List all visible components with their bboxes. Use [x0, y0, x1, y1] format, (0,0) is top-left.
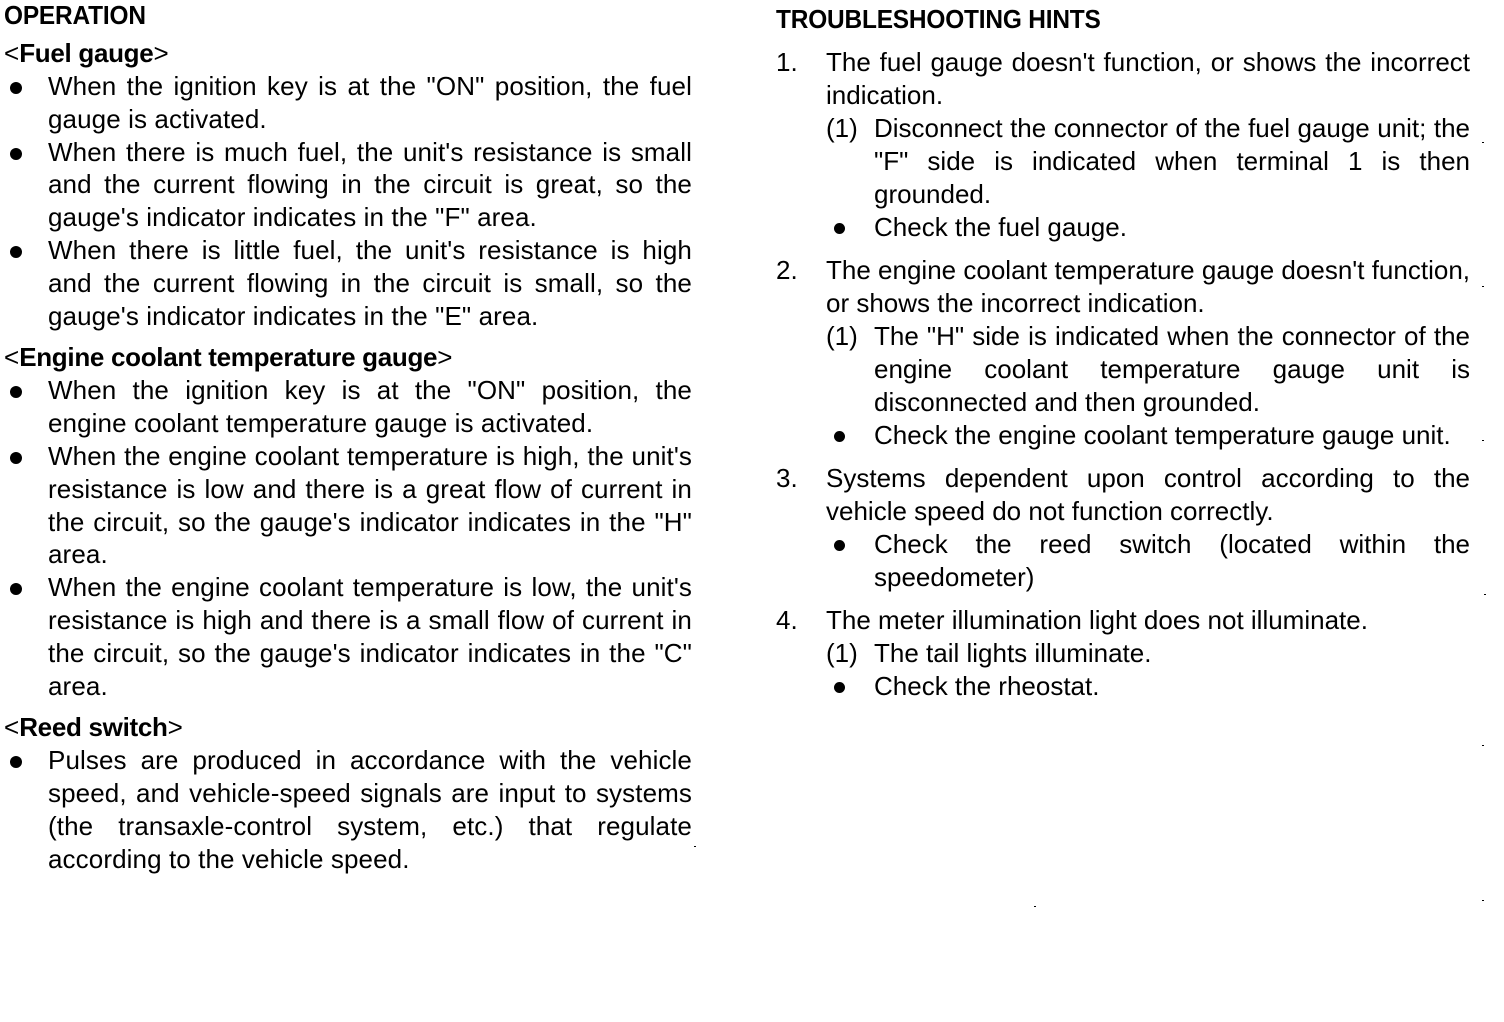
hint-4: [776, 604, 1470, 703]
scan-mark: [1482, 900, 1484, 901]
scan-mark: [1482, 142, 1484, 143]
step-number: (1): [826, 113, 858, 143]
scan-mark: [1482, 745, 1484, 746]
troubleshooting-column: [776, 4, 1470, 703]
step-number: (1): [826, 638, 858, 668]
bullet-dot-icon: [834, 431, 845, 442]
fuel-gauge-title: Fuel gauge: [19, 38, 154, 68]
check-text: Check the fuel gauge.: [874, 212, 1127, 242]
coolant-gauge-subheading: <Engine coolant temperature gauge>: [4, 342, 453, 373]
operation-heading: OPERATION: [4, 0, 146, 30]
scan-mark: [1482, 286, 1484, 287]
operation-column: [4, 0, 692, 876]
hint-step: [826, 637, 1470, 670]
fuel-gauge-bullet-2: When there is much fuel, the unit's resistance is small and the current flowing in the circuit is great, so the gauge's indicator indicates in the "F" area.: [4, 136, 692, 234]
bullet-dot-icon: [10, 583, 22, 595]
hint-text: The meter illumination light does not illuminate.: [826, 605, 1368, 635]
hint-2: [776, 254, 1470, 452]
hint-number: 1.: [776, 47, 798, 77]
hint-number: 2.: [776, 255, 798, 285]
bullet-dot-icon: [834, 223, 845, 234]
fuel-gauge-bullet-1: When the ignition key is at the "ON" position, the fuel gauge is activated.: [4, 70, 692, 136]
hint-number: 4.: [776, 605, 798, 635]
reed-switch-bullet-1: Pulses are produced in accordance with the vehicle speed, and vehicle-speed signals are input to systems (the transaxle-control system, etc.) that regulate according to the vehicle speed.: [4, 744, 692, 875]
bullet-dot-icon: [10, 148, 22, 160]
fuel-gauge-subheading: <Fuel gauge>: [4, 38, 169, 68]
check-text: Check the engine coolant temperature gauge unit.: [874, 420, 1451, 450]
reed-switch-title: Reed switch: [19, 712, 168, 743]
scan-mark: [1482, 440, 1484, 441]
scan-mark: [1484, 594, 1486, 595]
bullet-dot-icon: [10, 246, 22, 258]
hint-1: [776, 46, 1470, 244]
bullet-dot-icon: [834, 540, 845, 551]
step-text: Disconnect the connector of the fuel gauge unit; the "F" side is indicated when terminal 1 is then grounded.: [874, 113, 1470, 209]
scan-mark: [694, 846, 696, 847]
check-text: Check the reed switch (located within the speedometer): [874, 529, 1470, 592]
coolant-gauge-bullet-2: When the engine coolant temperature is high, the unit's resistance is low and there is a great flow of current in the circuit, so the gauge's indicator indicates in the "H" area.: [4, 440, 692, 571]
hint-check: [826, 419, 1470, 452]
hint-3: [776, 462, 1470, 594]
hint-text: The engine coolant temperature gauge doesn't function, or shows the incorrect indication.: [826, 255, 1470, 318]
check-text: Check the rheostat.: [874, 671, 1100, 701]
hint-step: [826, 112, 1470, 211]
hint-check: [826, 670, 1470, 703]
bullet-dot-icon: [10, 386, 22, 398]
bullet-dot-icon: [10, 82, 22, 94]
hint-check: [826, 211, 1470, 244]
bullet-dot-icon: [10, 756, 22, 768]
hint-check: [826, 528, 1470, 594]
coolant-gauge-bullet-1: When the ignition key is at the "ON" position, the engine coolant temperature gauge is activated.: [4, 374, 692, 440]
hint-step: [826, 320, 1470, 419]
step-number: (1): [826, 321, 858, 351]
fuel-gauge-bullet-3: When there is little fuel, the unit's resistance is high and the current flowing in the circuit is small, so the gauge's indicator indicates in the "E" area.: [4, 234, 692, 332]
bullet-dot-icon: [834, 682, 845, 693]
troubleshooting-heading: TROUBLESHOOTING HINTS: [776, 4, 1101, 34]
hint-text: Systems dependent upon control according to the vehicle speed do not function correctly.: [826, 463, 1470, 526]
scan-mark: [1034, 906, 1036, 907]
hint-text: The fuel gauge doesn't function, or shows the incorrect indication.: [826, 47, 1470, 110]
step-text: The tail lights illuminate.: [874, 638, 1152, 668]
hint-number: 3.: [776, 463, 798, 493]
coolant-gauge-title: Engine coolant temperature gauge: [19, 342, 438, 373]
step-text: The "H" side is indicated when the connector of the engine coolant temperature gauge unit is disconnected and then grounded.: [874, 321, 1470, 417]
bullet-dot-icon: [10, 452, 22, 464]
coolant-gauge-bullet-3: When the engine coolant temperature is low, the unit's resistance is high and there is a small flow of current in the circuit, so the gauge's indicator indicates in the "C" area.: [4, 571, 692, 702]
reed-switch-subheading: <Reed switch>: [4, 712, 183, 743]
